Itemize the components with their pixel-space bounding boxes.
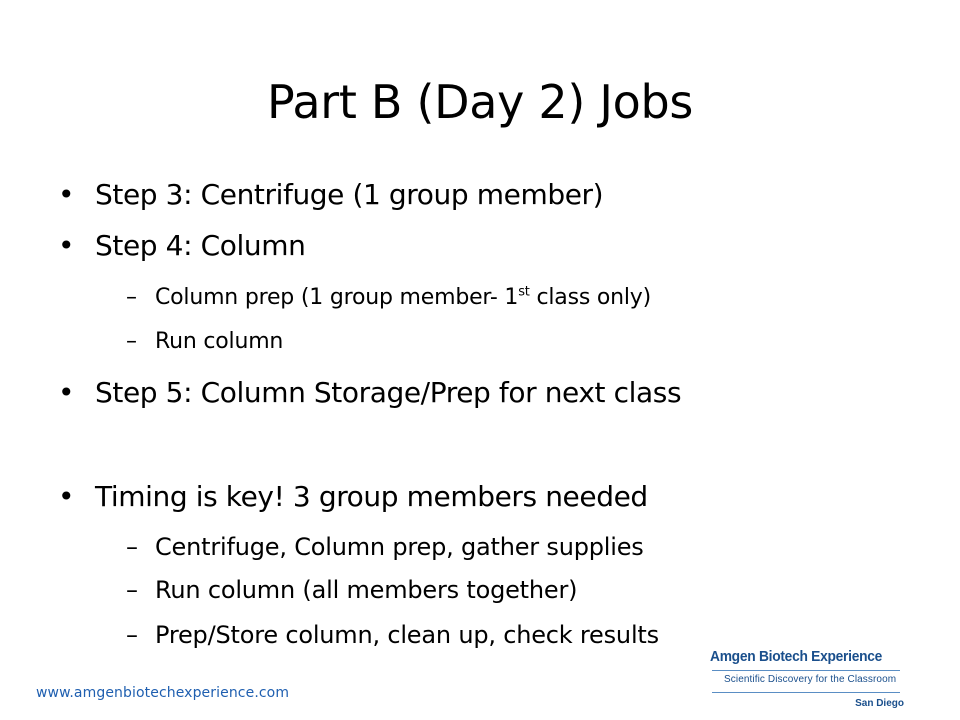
logo-divider [712,692,900,693]
bullet-marker: • [58,480,75,513]
sub-bullet-text: Run column [155,329,284,354]
amgen-logo [710,646,906,716]
sub-bullet-marker: – [126,621,138,649]
slide-title: Part B (Day 2) Jobs [266,75,694,129]
bullet-text: Step 5: Column Storage/Prep for next class [95,376,682,409]
bullet-text: Timing is key! 3 group members needed [95,480,648,513]
sub-bullet-text: Centrifuge, Column prep, gather supplies [155,533,644,561]
bullet-text: Step 3: Centrifuge (1 group member) [95,178,604,211]
sub-bullet-text-main: Column prep (1 group member- 1 [155,285,519,310]
logo-brand-name: Amgen Biotech Experience [710,648,883,665]
footer-url: www.amgenbiotechexperience.com [36,685,290,701]
bullet-text: Step 4: Column [95,229,306,262]
sub-bullet-marker: – [126,329,137,354]
sub-bullet-text [155,284,651,312]
bullet-marker: • [58,229,75,262]
sub-bullet-marker: – [126,576,138,604]
bullet-marker: • [58,376,75,409]
sub-bullet-text: Run column (all members together) [155,576,578,604]
sub-bullet-text: Prep/Store column, clean up, check results [155,621,659,649]
logo-region: San Diego [855,698,904,709]
sub-bullet-text-tail: class only) [529,285,652,310]
sub-bullet-marker: – [126,285,137,310]
logo-divider [712,670,900,671]
sub-bullet-marker: – [126,533,138,561]
logo-tagline: Scientific Discovery for the Classroom [724,674,897,685]
ordinal-superscript: st [518,284,530,300]
bullet-marker: • [58,178,75,211]
